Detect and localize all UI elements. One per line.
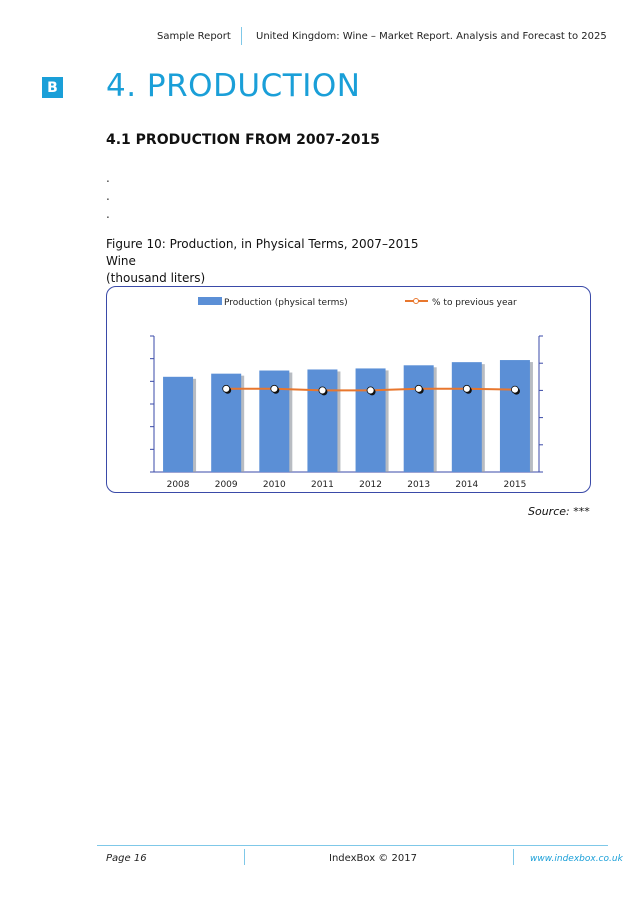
legend-line-marker bbox=[414, 299, 419, 304]
x-tick-label: 2008 bbox=[166, 480, 190, 490]
x-tick-label: 2010 bbox=[262, 480, 286, 490]
placeholder-dot: . bbox=[106, 171, 110, 185]
legend-bar-swatch bbox=[198, 297, 222, 305]
percent-point bbox=[223, 385, 230, 392]
footer-divider bbox=[244, 849, 245, 865]
production-chart bbox=[106, 286, 591, 493]
legend-bar-label: Production (physical terms) bbox=[224, 298, 348, 308]
legend-line-label: % to previous year bbox=[432, 298, 517, 308]
percent-point bbox=[463, 385, 470, 392]
footer-copyright: IndexBox © 2017 bbox=[329, 853, 417, 864]
x-tick-label: 2015 bbox=[503, 480, 527, 490]
section-badge: B bbox=[42, 77, 63, 98]
production-bar bbox=[404, 365, 434, 472]
x-tick-label: 2009 bbox=[214, 480, 238, 490]
placeholder-dot: . bbox=[106, 207, 110, 221]
percent-point bbox=[511, 386, 518, 393]
header-report-label: Sample Report bbox=[157, 31, 231, 42]
x-tick-label: 2013 bbox=[407, 480, 431, 490]
x-tick-label: 2011 bbox=[310, 480, 334, 490]
percent-point bbox=[271, 385, 278, 392]
percent-point bbox=[367, 387, 374, 394]
production-bar bbox=[307, 369, 337, 472]
figure-product: Wine bbox=[106, 254, 136, 268]
x-tick-label: 2012 bbox=[359, 480, 383, 490]
percent-point bbox=[415, 385, 422, 392]
figure-source: Source: *** bbox=[528, 505, 590, 518]
header-divider bbox=[241, 27, 242, 45]
footer-divider bbox=[513, 849, 514, 865]
subsection-title: 4.1 PRODUCTION FROM 2007-2015 bbox=[106, 132, 380, 148]
footer-rule bbox=[97, 845, 608, 846]
production-bar bbox=[356, 368, 386, 472]
header-report-title: United Kingdom: Wine – Market Report. Analysis and Forecast to 2025 bbox=[256, 31, 607, 42]
production-bar bbox=[500, 360, 530, 472]
production-bar bbox=[452, 362, 482, 472]
footer-page-number: Page 16 bbox=[106, 853, 147, 864]
footer-url[interactable]: www.indexbox.co.uk bbox=[530, 854, 623, 864]
production-bar bbox=[163, 377, 193, 472]
x-tick-label: 2014 bbox=[455, 480, 479, 490]
section-title: 4. PRODUCTION bbox=[106, 68, 361, 104]
percent-point bbox=[319, 387, 326, 394]
placeholder-dot: . bbox=[106, 189, 110, 203]
figure-caption: Figure 10: Production, in Physical Terms, 2007–2015 bbox=[106, 237, 419, 251]
figure-unit: (thousand liters) bbox=[106, 271, 206, 285]
